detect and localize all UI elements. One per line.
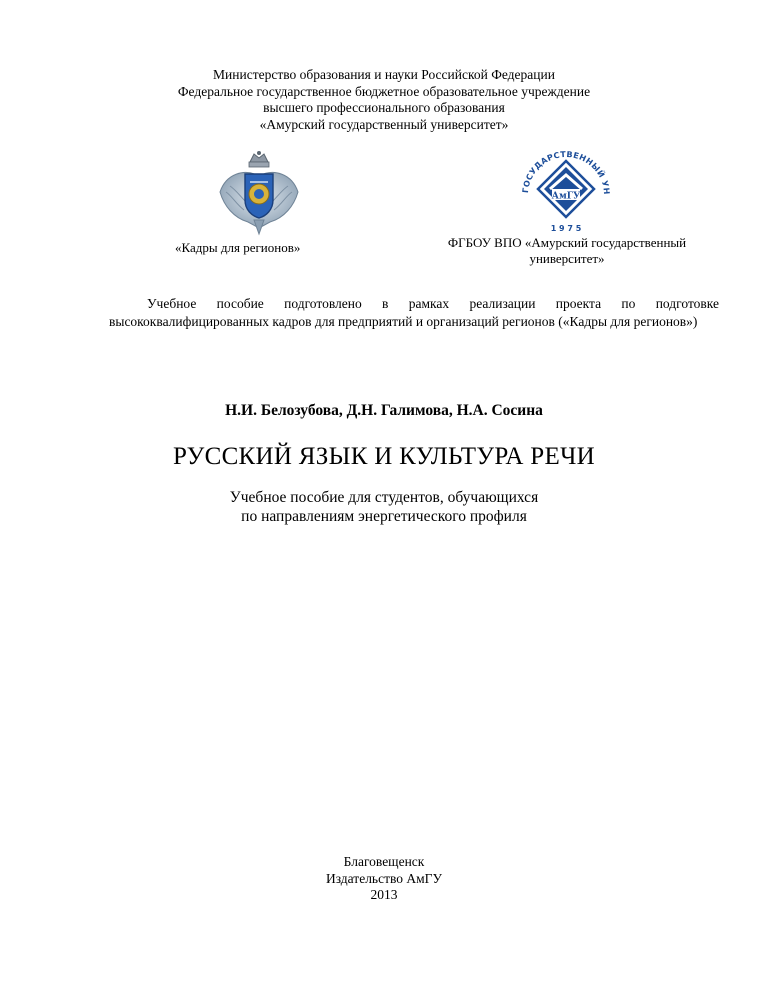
header-line-3: высшего профессионального образования	[263, 100, 505, 115]
svg-text:1 9 7 5: 1 9 7 5	[550, 224, 582, 233]
project-note: Учебное пособие подготовлено в рамках реализации проекта по подготовке высококвалифицированных кадров для предприятий и организаций регионов («Кадры для регионов»)	[109, 296, 719, 329]
svg-text:АмГУ: АмГУ	[551, 191, 581, 202]
amgu-logo	[516, 139, 616, 239]
svg-text:АМУРСКИЙ ГОСУДАРСТВЕННЫЙ УНИВЕ: ГОСУДАРСТВЕННЫЙ УН	[520, 149, 612, 196]
subtitle-line-1: Учебное пособие для студентов, обучающихся	[229, 489, 539, 506]
header-line-2: Федеральное государственное бюджетное образовательное учреждение	[177, 83, 591, 99]
imperial-eagle-emblem-icon	[214, 148, 304, 238]
authors: Н.И. Белозубова, Д.Н. Галимова, Н.А. Сосина	[225, 402, 543, 419]
amgu-caption: ФГБОУ ВПО «Амурский государственный университет»	[447, 235, 687, 266]
ministry-header	[0, 67, 768, 133]
amgu-university-seal-icon	[516, 139, 616, 239]
book-title: РУССКИЙ ЯЗЫК И КУЛЬТУРА РЕЧИ	[173, 443, 595, 470]
imprint-year: 2013	[370, 887, 398, 902]
kadry-logo	[214, 148, 304, 238]
kadry-caption: «Кадры для регионов»	[175, 240, 301, 255]
imprint-publisher: Издательство АмГУ	[325, 870, 443, 886]
header-line-4: «Амурский государственный университет»	[259, 116, 509, 132]
imprint	[0, 854, 768, 904]
subtitle-line-2: по направлениям энергетического профиля	[241, 508, 527, 525]
book-subtitle	[0, 488, 768, 526]
imprint-city: Благовещенск	[343, 854, 425, 869]
header-line-1: Министерство образования и науки Российской Федерации	[213, 67, 555, 82]
